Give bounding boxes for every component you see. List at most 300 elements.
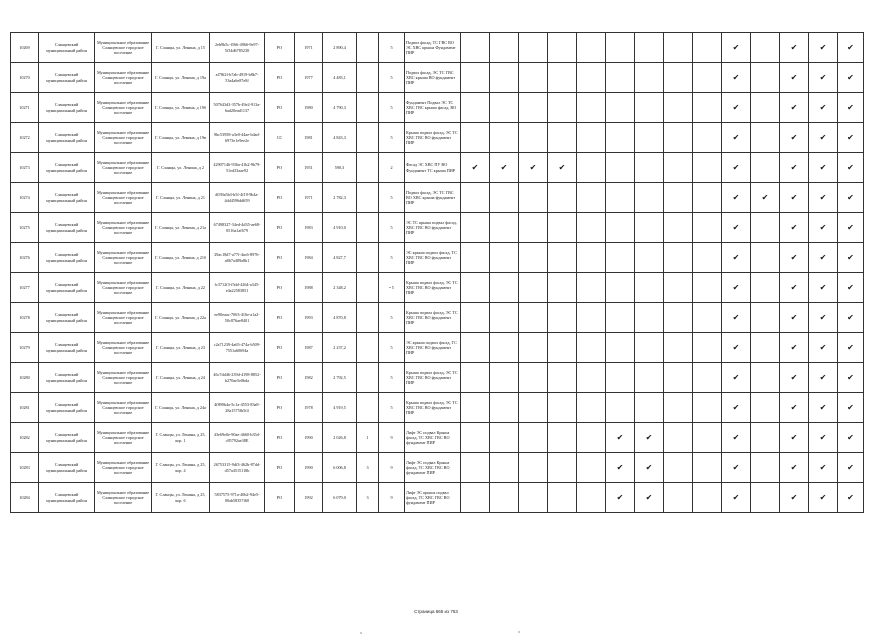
- address-cell: Г. Сланцы, ул. Ленина, д 19а: [152, 63, 210, 93]
- check-mark-icon: ✔: [780, 333, 809, 363]
- check-mark-icon: ✔: [838, 123, 864, 153]
- empty-mark-cell: [664, 303, 693, 333]
- build-year-cell: 1993: [295, 303, 323, 333]
- empty-mark-cell: [461, 123, 490, 153]
- district-cell: Сланцевский муниципальный район: [39, 393, 95, 423]
- empty-mark-cell: [751, 93, 780, 123]
- municipality-cell: Муниципальное образование Сланцевское городское поселение: [95, 153, 152, 183]
- empty-mark-cell: [751, 273, 780, 303]
- empty-mark-cell: [693, 243, 722, 273]
- empty-mark-cell: [490, 363, 519, 393]
- scan-speck: [360, 632, 362, 634]
- check-mark-icon: ✔: [838, 63, 864, 93]
- empty-mark-cell: [635, 333, 664, 363]
- build-year-cell: 1971: [295, 183, 323, 213]
- address-cell: Г. Сланцы, ул. Ленина, д 23: [152, 333, 210, 363]
- address-cell: Г. Сланцы, ул. Ленина, д 19в: [152, 123, 210, 153]
- empty-mark-cell: [461, 453, 490, 483]
- empty-mark-cell: [751, 483, 780, 513]
- entrances-cell: [357, 243, 379, 273]
- address-cell: Г. Сланцы, ул. Ленина, д 21: [152, 183, 210, 213]
- empty-mark-cell: [664, 453, 693, 483]
- address-cell: Г. Сланцы, ул. Ленина, д 25, кор. 6: [152, 483, 210, 513]
- empty-mark-cell: [664, 273, 693, 303]
- registry-sheet: [10, 32, 854, 513]
- empty-mark-cell: [548, 183, 577, 213]
- build-year-cell: 1988: [295, 273, 323, 303]
- empty-mark-cell: [519, 273, 548, 303]
- address-cell: Г. Сланцы, ул. Ленина, д 25, кор. 1: [152, 423, 210, 453]
- empty-mark-cell: [519, 93, 548, 123]
- check-mark-icon: ✔: [809, 153, 838, 183]
- fias-code-cell: 507643d3-357b-49e2-913a-6ad20ead1137: [210, 93, 265, 123]
- empty-mark-cell: [519, 423, 548, 453]
- empty-mark-cell: [635, 183, 664, 213]
- area-cell: 2 237,2: [323, 333, 357, 363]
- empty-mark-cell: [461, 303, 490, 333]
- empty-mark-cell: [490, 333, 519, 363]
- wall-type-cell: РО: [265, 243, 295, 273]
- empty-mark-cell: [635, 33, 664, 63]
- empty-mark-cell: [664, 153, 693, 183]
- build-year-cell: 1982: [295, 363, 323, 393]
- empty-mark-cell: [693, 273, 722, 303]
- empty-mark-cell: [519, 243, 548, 273]
- check-mark-icon: ✔: [635, 453, 664, 483]
- fias-code-cell: 67498327-34ed-4d35-ae68-0516a1af679: [210, 213, 265, 243]
- wall-type-cell: РО: [265, 303, 295, 333]
- housing-registry-table: [10, 32, 864, 513]
- address-cell: Г. Сланцы, ул. Ленина, д 21б: [152, 243, 210, 273]
- empty-mark-cell: [577, 63, 606, 93]
- empty-mark-cell: [606, 303, 635, 333]
- entrances-cell: [357, 153, 379, 183]
- row-id: 10277: [11, 273, 39, 303]
- check-mark-icon: ✔: [751, 183, 780, 213]
- wall-type-cell: РО: [265, 333, 295, 363]
- empty-mark-cell: [606, 273, 635, 303]
- floors-cell: 9: [379, 423, 405, 453]
- district-cell: Сланцевский муниципальный район: [39, 243, 95, 273]
- row-id: 10270: [11, 63, 39, 93]
- floors-cell: 9: [379, 483, 405, 513]
- floors-cell: 5: [379, 303, 405, 333]
- check-mark-icon: ✔: [838, 273, 864, 303]
- check-mark-icon: ✔: [838, 453, 864, 483]
- area-cell: 6 006,8: [323, 453, 357, 483]
- empty-mark-cell: [548, 333, 577, 363]
- check-mark-icon: ✔: [780, 33, 809, 63]
- empty-mark-cell: [577, 273, 606, 303]
- works-list-cell: ЭС ТС крыша подвал фасад, ХВС ГВС ВО фундамент ПИР: [405, 213, 461, 243]
- empty-mark-cell: [519, 483, 548, 513]
- check-mark-icon: ✔: [838, 363, 864, 393]
- area-cell: 2 792,5: [323, 363, 357, 393]
- empty-mark-cell: [519, 33, 548, 63]
- empty-mark-cell: [664, 243, 693, 273]
- empty-mark-cell: [577, 333, 606, 363]
- empty-mark-cell: [751, 303, 780, 333]
- empty-mark-cell: [490, 303, 519, 333]
- build-year-cell: 1981: [295, 123, 323, 153]
- empty-mark-cell: [577, 363, 606, 393]
- check-mark-icon: ✔: [722, 63, 751, 93]
- area-cell: 6 079,0: [323, 483, 357, 513]
- empty-mark-cell: [548, 213, 577, 243]
- check-mark-icon: ✔: [780, 453, 809, 483]
- empty-mark-cell: [664, 123, 693, 153]
- empty-mark-cell: [606, 153, 635, 183]
- table-row: [11, 303, 864, 333]
- empty-mark-cell: [548, 483, 577, 513]
- table-row: [11, 273, 864, 303]
- municipality-cell: Муниципальное образование Сланцевское городское поселение: [95, 303, 152, 333]
- empty-mark-cell: [606, 363, 635, 393]
- check-mark-icon: ✔: [722, 93, 751, 123]
- empty-mark-cell: [461, 93, 490, 123]
- wall-type-cell: РО: [265, 363, 295, 393]
- empty-mark-cell: [490, 33, 519, 63]
- row-id: 10269: [11, 33, 39, 63]
- district-cell: Сланцевский муниципальный район: [39, 213, 95, 243]
- wall-type-cell: РО: [265, 273, 295, 303]
- empty-mark-cell: [548, 93, 577, 123]
- municipality-cell: Муниципальное образование Сланцевское городское поселение: [95, 333, 152, 363]
- entrances-cell: 1: [357, 423, 379, 453]
- district-cell: Сланцевский муниципальный район: [39, 93, 95, 123]
- empty-mark-cell: [577, 93, 606, 123]
- empty-mark-cell: [519, 183, 548, 213]
- municipality-cell: Муниципальное образование Сланцевское городское поселение: [95, 213, 152, 243]
- district-cell: Сланцевский муниципальный район: [39, 303, 95, 333]
- district-cell: Сланцевский муниципальный район: [39, 63, 95, 93]
- empty-mark-cell: [693, 153, 722, 183]
- empty-mark-cell: [490, 483, 519, 513]
- fias-code-cell: ee90eaac-7063-416e-a1a2-50c876ae8401: [210, 303, 265, 333]
- empty-mark-cell: [664, 393, 693, 423]
- empty-mark-cell: [577, 453, 606, 483]
- empty-mark-cell: [693, 393, 722, 423]
- wall-type-cell: РО: [265, 33, 295, 63]
- empty-mark-cell: [519, 123, 548, 153]
- row-id: 10284: [11, 483, 39, 513]
- address-cell: Г. Сланцы, ул. Ленина, д 22а: [152, 303, 210, 333]
- entrances-cell: [357, 333, 379, 363]
- address-cell: Г. Сланцы, ул. Ленина, д 21а: [152, 213, 210, 243]
- district-cell: Сланцевский муниципальный район: [39, 33, 95, 63]
- empty-mark-cell: [635, 393, 664, 423]
- area-cell: 2 026,8: [323, 423, 357, 453]
- check-mark-icon: ✔: [780, 303, 809, 333]
- municipality-cell: Муниципальное образование Сланцевское городское поселение: [95, 123, 152, 153]
- check-mark-icon: ✔: [809, 453, 838, 483]
- floors-cell: 5: [379, 63, 405, 93]
- empty-mark-cell: [577, 393, 606, 423]
- check-mark-icon: ✔: [722, 303, 751, 333]
- empty-mark-cell: [490, 63, 519, 93]
- check-mark-icon: ✔: [722, 183, 751, 213]
- area-cell: 4 843,3: [323, 123, 357, 153]
- check-mark-icon: ✔: [838, 423, 864, 453]
- entrances-cell: [357, 213, 379, 243]
- table-row: [11, 123, 864, 153]
- empty-mark-cell: [490, 393, 519, 423]
- wall-type-cell: РО: [265, 393, 295, 423]
- empty-mark-cell: [548, 423, 577, 453]
- check-mark-icon: ✔: [809, 33, 838, 63]
- empty-mark-cell: [693, 213, 722, 243]
- check-mark-icon: ✔: [838, 483, 864, 513]
- build-year-cell: 1971: [295, 33, 323, 63]
- empty-mark-cell: [606, 63, 635, 93]
- empty-mark-cell: [577, 303, 606, 333]
- check-mark-icon: ✔: [722, 213, 751, 243]
- empty-mark-cell: [461, 33, 490, 63]
- empty-mark-cell: [461, 393, 490, 423]
- works-list-cell: Лифт ЭС крыша подвал фасад, ТС ХВС ГВС ВО фундамент ПИР: [405, 483, 461, 513]
- empty-mark-cell: [664, 333, 693, 363]
- empty-mark-cell: [606, 183, 635, 213]
- area-cell: 4 483,1: [323, 63, 357, 93]
- check-mark-icon: ✔: [722, 153, 751, 183]
- empty-mark-cell: [693, 303, 722, 333]
- area-cell: 4 919,5: [323, 393, 357, 423]
- row-id: 10283: [11, 453, 39, 483]
- fias-code-cell: 26753315-9df3-462b-87dd-d57a4515118b: [210, 453, 265, 483]
- check-mark-icon: ✔: [722, 33, 751, 63]
- wall-type-cell: РО: [265, 183, 295, 213]
- table-row: [11, 363, 864, 393]
- empty-mark-cell: [490, 453, 519, 483]
- fias-code-cell: 43e69e0e-90ae-4660-b35d-c85792ae38E: [210, 423, 265, 453]
- wall-type-cell: СС: [265, 123, 295, 153]
- check-mark-icon: ✔: [780, 423, 809, 453]
- empty-mark-cell: [635, 273, 664, 303]
- municipality-cell: Муниципальное образование Сланцевское городское поселение: [95, 483, 152, 513]
- check-mark-icon: ✔: [809, 183, 838, 213]
- empty-mark-cell: [751, 33, 780, 63]
- fias-code-cell: 42907146-936a-41b2-9b79-51ed33aae92: [210, 153, 265, 183]
- empty-mark-cell: [461, 273, 490, 303]
- row-id: 10282: [11, 423, 39, 453]
- row-id: 10276: [11, 243, 39, 273]
- empty-mark-cell: [693, 93, 722, 123]
- floors-cell: 5: [379, 93, 405, 123]
- fias-code-cell: af78f2f-b7ab-4919-b8b7-53a4a6e87e8f: [210, 63, 265, 93]
- check-mark-icon: ✔: [809, 423, 838, 453]
- check-mark-icon: ✔: [838, 33, 864, 63]
- empty-mark-cell: [664, 363, 693, 393]
- check-mark-icon: ✔: [780, 123, 809, 153]
- check-mark-icon: ✔: [490, 153, 519, 183]
- empty-mark-cell: [490, 93, 519, 123]
- table-row: [11, 453, 864, 483]
- empty-mark-cell: [635, 213, 664, 243]
- check-mark-icon: ✔: [838, 183, 864, 213]
- check-mark-icon: ✔: [780, 363, 809, 393]
- build-year-cell: 1990: [295, 453, 323, 483]
- empty-mark-cell: [606, 243, 635, 273]
- check-mark-icon: ✔: [809, 393, 838, 423]
- district-cell: Сланцевский муниципальный район: [39, 273, 95, 303]
- area-cell: 2 782,3: [323, 183, 357, 213]
- works-list-cell: Лифт ЭС подвал Крыша фасад, ТС ХВС ГВС ВО фундамент ПИР: [405, 423, 461, 453]
- entrances-cell: [357, 393, 379, 423]
- empty-mark-cell: [693, 363, 722, 393]
- area-cell: 590,3: [323, 153, 357, 183]
- check-mark-icon: ✔: [722, 123, 751, 153]
- address-cell: Г. Сланцы, ул. Ленина, д 19б: [152, 93, 210, 123]
- fias-code-cell: 4f890b4a-5c1a-4553-83a8-28a1575fb5f4: [210, 393, 265, 423]
- check-mark-icon: ✔: [722, 423, 751, 453]
- empty-mark-cell: [519, 453, 548, 483]
- empty-mark-cell: [519, 63, 548, 93]
- floors-cell: 5: [379, 363, 405, 393]
- municipality-cell: Муниципальное образование Сланцевское городское поселение: [95, 243, 152, 273]
- empty-mark-cell: [751, 393, 780, 423]
- empty-mark-cell: [751, 363, 780, 393]
- fias-code-cell: fc3712f3-f5dd-4264-a345-e4a22583851: [210, 273, 265, 303]
- entrances-cell: [357, 363, 379, 393]
- empty-mark-cell: [751, 63, 780, 93]
- fias-code-cell: 9bc53958-a3e0-44ae-b4ad-6973e1e9ee2e: [210, 123, 265, 153]
- empty-mark-cell: [577, 33, 606, 63]
- check-mark-icon: ✔: [838, 153, 864, 183]
- check-mark-icon: ✔: [809, 93, 838, 123]
- table-row: [11, 393, 864, 423]
- works-list-cell: ЭС крыша подвал фасад, ТС ХВС ГВС ВО фундамент ПИР: [405, 333, 461, 363]
- table-row: [11, 33, 864, 63]
- wall-type-cell: РО: [265, 483, 295, 513]
- wall-type-cell: РО: [265, 153, 295, 183]
- empty-mark-cell: [548, 33, 577, 63]
- works-list-cell: Подвал фасад, ЭС ТС ГВС ВО ХВС крыша фундамент ПИР: [405, 183, 461, 213]
- check-mark-icon: ✔: [780, 63, 809, 93]
- address-cell: Г. Сланцы, ул. Ленина, д 24: [152, 363, 210, 393]
- floors-cell: 5: [379, 213, 405, 243]
- empty-mark-cell: [751, 213, 780, 243]
- check-mark-icon: ✔: [548, 153, 577, 183]
- row-id: 10272: [11, 123, 39, 153]
- empty-mark-cell: [664, 63, 693, 93]
- empty-mark-cell: [490, 423, 519, 453]
- empty-mark-cell: [693, 183, 722, 213]
- district-cell: Сланцевский муниципальный район: [39, 453, 95, 483]
- floors-cell: 2: [379, 153, 405, 183]
- row-id: 10273: [11, 153, 39, 183]
- works-list-cell: Лифт ЭС подвал Крыша фасад, ТС ХВС ГВС ВО фундамент ПИР: [405, 453, 461, 483]
- build-year-cell: 1983: [295, 213, 323, 243]
- check-mark-icon: ✔: [635, 483, 664, 513]
- address-cell: Г. Сланцы, ул. Ленина, д 25, кор. 4: [152, 453, 210, 483]
- empty-mark-cell: [664, 33, 693, 63]
- check-mark-icon: ✔: [780, 483, 809, 513]
- district-cell: Сланцевский муниципальный район: [39, 183, 95, 213]
- empty-mark-cell: [693, 453, 722, 483]
- empty-mark-cell: [606, 393, 635, 423]
- check-mark-icon: ✔: [838, 393, 864, 423]
- empty-mark-cell: [577, 423, 606, 453]
- empty-mark-cell: [664, 93, 693, 123]
- table-row: [11, 213, 864, 243]
- empty-mark-cell: [548, 393, 577, 423]
- entrances-cell: [357, 33, 379, 63]
- page-footer: Страница 665 из 753: [414, 609, 458, 614]
- municipality-cell: Муниципальное образование Сланцевское городское поселение: [95, 93, 152, 123]
- empty-mark-cell: [577, 183, 606, 213]
- fias-code-cell: c2a71239-4a65-474a-b509-7551a60694a: [210, 333, 265, 363]
- empty-mark-cell: [577, 483, 606, 513]
- check-mark-icon: ✔: [780, 93, 809, 123]
- municipality-cell: Муниципальное образование Сланцевское городское поселение: [95, 63, 152, 93]
- district-cell: Сланцевский муниципальный район: [39, 153, 95, 183]
- floors-cell: 5: [379, 393, 405, 423]
- check-mark-icon: ✔: [635, 423, 664, 453]
- empty-mark-cell: [490, 123, 519, 153]
- check-mark-icon: ✔: [780, 213, 809, 243]
- empty-mark-cell: [548, 63, 577, 93]
- municipality-cell: Муниципальное образование Сланцевское городское поселение: [95, 363, 152, 393]
- empty-mark-cell: [461, 333, 490, 363]
- area-cell: 4 910,0: [323, 213, 357, 243]
- check-mark-icon: ✔: [722, 453, 751, 483]
- area-cell: 4 790,3: [323, 93, 357, 123]
- empty-mark-cell: [751, 243, 780, 273]
- check-mark-icon: ✔: [809, 333, 838, 363]
- row-id: 10275: [11, 213, 39, 243]
- empty-mark-cell: [519, 393, 548, 423]
- build-year-cell: 1984: [295, 243, 323, 273]
- check-mark-icon: ✔: [606, 483, 635, 513]
- municipality-cell: Муниципальное образование Сланцевское городское поселение: [95, 183, 152, 213]
- municipality-cell: Муниципальное образование Сланцевское городское поселение: [95, 33, 152, 63]
- entrances-cell: 3: [357, 453, 379, 483]
- empty-mark-cell: [548, 453, 577, 483]
- wall-type-cell: РО: [265, 93, 295, 123]
- check-mark-icon: ✔: [722, 363, 751, 393]
- table-row: [11, 243, 864, 273]
- municipality-cell: Муниципальное образование Сланцевское городское поселение: [95, 423, 152, 453]
- empty-mark-cell: [664, 423, 693, 453]
- works-list-cell: Крыша подвал фасад, ЭС ТС ХВС ГВС ВО фундамент ПИР: [405, 273, 461, 303]
- wall-type-cell: РО: [265, 453, 295, 483]
- address-cell: Г. Сланцы, ул. Ленина, д 22: [152, 273, 210, 303]
- check-mark-icon: ✔: [780, 273, 809, 303]
- empty-mark-cell: [751, 123, 780, 153]
- empty-mark-cell: [548, 303, 577, 333]
- municipality-cell: Муниципальное образование Сланцевское городское поселение: [95, 273, 152, 303]
- row-id: 10271: [11, 93, 39, 123]
- empty-mark-cell: [664, 483, 693, 513]
- empty-mark-cell: [751, 153, 780, 183]
- table-row: [11, 423, 864, 453]
- empty-mark-cell: [635, 123, 664, 153]
- entrances-cell: 3: [357, 483, 379, 513]
- empty-mark-cell: [490, 273, 519, 303]
- area-cell: 4 870,8: [323, 303, 357, 333]
- floors-cell: 5: [379, 243, 405, 273]
- empty-mark-cell: [519, 363, 548, 393]
- build-year-cell: 1951: [295, 153, 323, 183]
- works-list-cell: Подвал фасад, ЭС ТС ГВС ХВС крыша ВО фундамент ПИР: [405, 63, 461, 93]
- empty-mark-cell: [577, 213, 606, 243]
- table-row: [11, 333, 864, 363]
- floors-cell: 5: [379, 183, 405, 213]
- empty-mark-cell: [664, 213, 693, 243]
- wall-type-cell: РО: [265, 63, 295, 93]
- check-mark-icon: ✔: [809, 483, 838, 513]
- wall-type-cell: РО: [265, 423, 295, 453]
